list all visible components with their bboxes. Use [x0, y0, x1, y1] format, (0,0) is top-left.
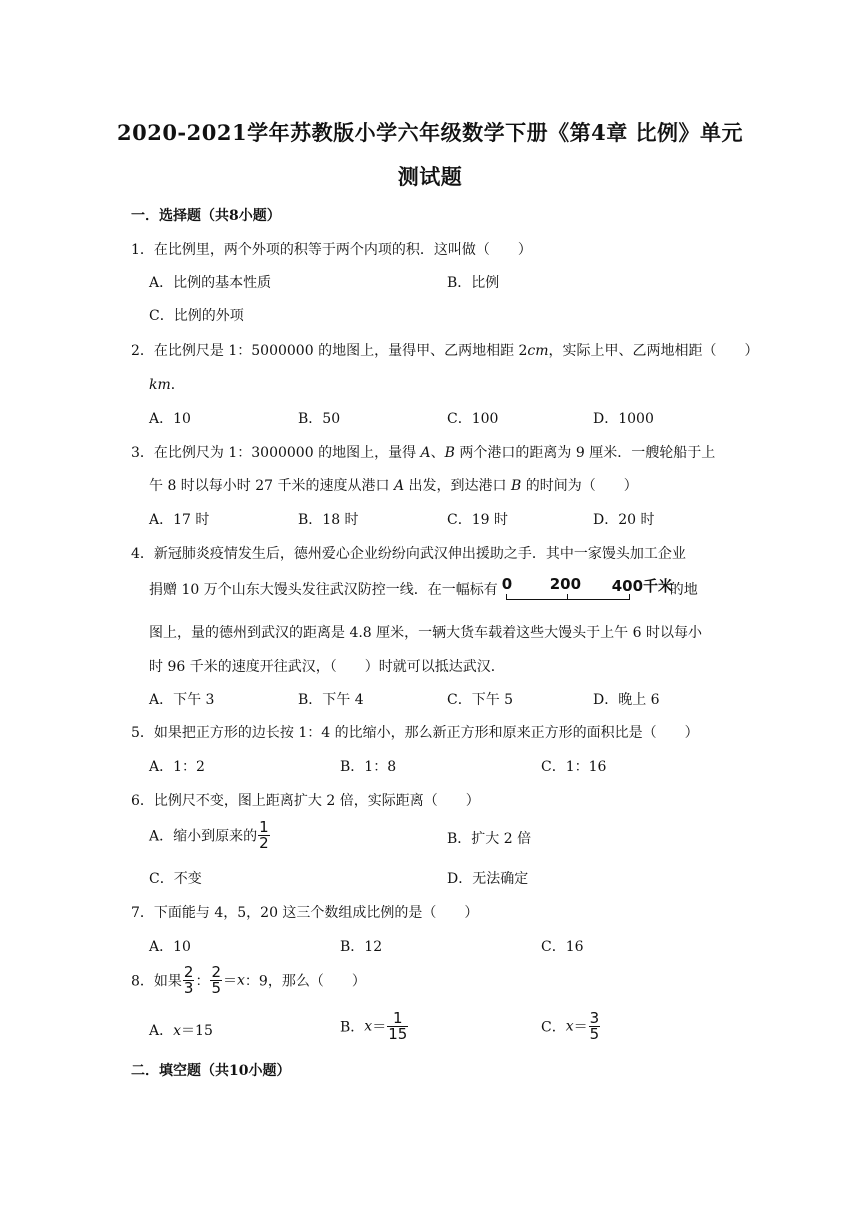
q7-option-b: B．12	[340, 939, 383, 955]
q6-a-denominator: 2	[259, 834, 269, 852]
q2-option-d: D．1000	[593, 411, 654, 427]
q3-l2-pre: 午 8 时以每小时 27 千米的速度从港口	[149, 478, 394, 494]
q8-f1-denominator: 3	[183, 979, 194, 997]
q7-option-c: C．16	[541, 939, 584, 955]
q8-c-fraction	[589, 1011, 601, 1042]
document-title-line2: 测试题	[397, 164, 463, 189]
q2-stem-pre: 2．在比例尺是 1：5000000 的地图上，量得甲、乙两地相距 2	[131, 343, 528, 359]
scale-label-0: 0	[501, 575, 513, 593]
q1-option-a: A．比例的基本性质	[149, 275, 272, 291]
q6-a-fraction	[258, 820, 270, 851]
q3-l1-post: 两个港口的距离为 9 厘米．一艘轮船于上	[454, 445, 716, 461]
q3-l1-pre: 3．在比例尺为 1：3000000 的地图上，量得	[131, 445, 421, 461]
scale-label-200: 200	[549, 575, 582, 593]
q5-option-c: C．1：16	[541, 759, 607, 775]
scale-label-400: 400千米	[611, 577, 674, 595]
q8-option-c	[541, 1011, 601, 1042]
q8-a-label: A．	[149, 1023, 174, 1039]
q8-b-label: B．	[340, 1019, 365, 1036]
q4-l2-pre: 捐赠 10 万个山东大馒头发往武汉防控一线．在一幅标有	[149, 582, 498, 598]
q6-option-c: C．不变	[149, 871, 202, 887]
q2-option-a: A．10	[149, 411, 191, 427]
q4-option-a: A．下午 3	[149, 692, 215, 708]
q1-option-c: C．比例的外项	[149, 308, 244, 324]
document-title-line1: 2020-2021学年苏教版小学六年级数学下册《第4章 比例》单元	[116, 120, 744, 145]
q8-option-b	[340, 1011, 409, 1042]
q8-c-eq: ＝	[573, 1019, 588, 1036]
q8-colon: ：	[195, 973, 210, 990]
q6-stem: 6．比例尺不变，图上距离扩大 2 倍，实际距离（ ）	[131, 793, 480, 809]
q4-stem-line3: 图上，量的德州到武汉的距离是 4.8 厘米，一辆大货车载着这些大馒头于上午 6 时以每小	[149, 625, 702, 641]
q6-a-text: A．缩小到原来的	[149, 828, 258, 845]
q6-a-numerator: 1	[259, 818, 269, 836]
q2-unit-cm: cm	[527, 343, 549, 359]
q8-fraction-2	[210, 965, 222, 996]
q3-port-a: A	[420, 445, 431, 461]
q5-option-b: B．1：8	[340, 759, 397, 775]
q4-option-b: B．下午 4	[298, 692, 364, 708]
q8-option-a	[149, 1020, 213, 1040]
q7-stem: 7．下面能与 4，5，20 这三个数组成比例的是（ ）	[131, 905, 479, 921]
q2-option-c: C．100	[447, 411, 499, 427]
q4-stem-line1: 4．新冠肺炎疫情发生后，德州爱心企业纷纷向武汉伸出援助之手．其中一家馒头加工企业	[131, 546, 686, 562]
q2-unit-km: km	[149, 377, 171, 393]
q5-stem: 5．如果把正方形的边长按 1：4 的比缩小，那么新正方形和原来正方形的面积比是（ ）	[131, 725, 699, 741]
section-heading-choice: 一．选择题（共8小题）	[131, 208, 281, 224]
q2-stem-line2	[149, 374, 185, 394]
q3-sep: 、	[430, 445, 445, 461]
q8-b-numerator: 1	[387, 1011, 408, 1027]
q3-option-a: A．17 时	[149, 512, 210, 528]
q8-b-denominator: 15	[388, 1025, 408, 1043]
q5-option-a: A．1：2	[149, 759, 205, 775]
q3-option-d: D．20 时	[593, 512, 655, 528]
q8-b-x: x	[364, 1018, 373, 1035]
q2-stem-line1	[131, 340, 759, 360]
q3-l2-post: 的时间为（ ）	[521, 478, 638, 494]
q2-stem-post: ，实际上甲、乙两地相距（ ）	[548, 343, 759, 359]
map-scale-bar	[500, 575, 674, 603]
q8-equals: ＝	[223, 973, 238, 990]
q6-option-b: B．扩大 2 倍	[447, 831, 532, 847]
q8-fraction-1	[183, 965, 195, 996]
q6-option-d: D．无法确定	[447, 871, 529, 887]
q3-l2-mid: 出发，到达港口	[404, 478, 512, 494]
q4-stem-line2	[149, 575, 698, 603]
q3-stem-line2	[149, 475, 638, 495]
q8-c-label: C．	[541, 1019, 566, 1036]
scale-bar-tick	[567, 594, 569, 600]
q8-c-x: x	[565, 1018, 574, 1035]
q8-b-fraction	[387, 1011, 408, 1042]
q8-a-x: x	[173, 1023, 182, 1039]
q8-f2-numerator: 2	[211, 963, 222, 981]
q3-stem-line1	[131, 442, 715, 462]
q8-post: ：9，那么（ ）	[244, 973, 366, 990]
q8-f2-denominator: 5	[211, 979, 222, 997]
q6-option-a	[149, 820, 271, 851]
q1-stem: 1．在比例里，两个外项的积等于两个内项的积．这叫做（ ）	[131, 242, 532, 258]
q8-f1-numerator: 2	[183, 963, 194, 981]
q8-a-value: ＝15	[181, 1023, 213, 1039]
q7-option-a: A．10	[149, 939, 191, 955]
q1-option-b: B．比例	[447, 275, 500, 291]
q3-option-c: C．19 时	[447, 512, 508, 528]
q4-option-d: D．晚上 6	[593, 692, 660, 708]
q3-port-b-2: B	[511, 478, 522, 494]
q3-port-a-2: A	[393, 478, 405, 494]
q8-pre: 8．如果	[131, 973, 182, 990]
q3-option-b: B．18 时	[298, 512, 359, 528]
q4-l2-post: 的地	[669, 582, 698, 598]
q8-stem	[131, 965, 366, 996]
q8-b-eq: ＝	[372, 1019, 387, 1036]
q2-option-b: B．50	[298, 411, 341, 427]
q8-c-numerator: 3	[589, 1009, 600, 1027]
q2-period: ．	[170, 377, 185, 393]
q4-stem-line4: 时 96 千米的速度开往武汉，（ ）时就可以抵达武汉．	[149, 659, 505, 675]
section-heading-fill-in: 二．填空题（共10小题）	[131, 1063, 291, 1079]
q8-c-denominator: 5	[589, 1025, 600, 1043]
q3-port-b: B	[444, 445, 455, 461]
q4-option-c: C．下午 5	[447, 692, 514, 708]
q8-variable-x: x	[237, 972, 245, 989]
